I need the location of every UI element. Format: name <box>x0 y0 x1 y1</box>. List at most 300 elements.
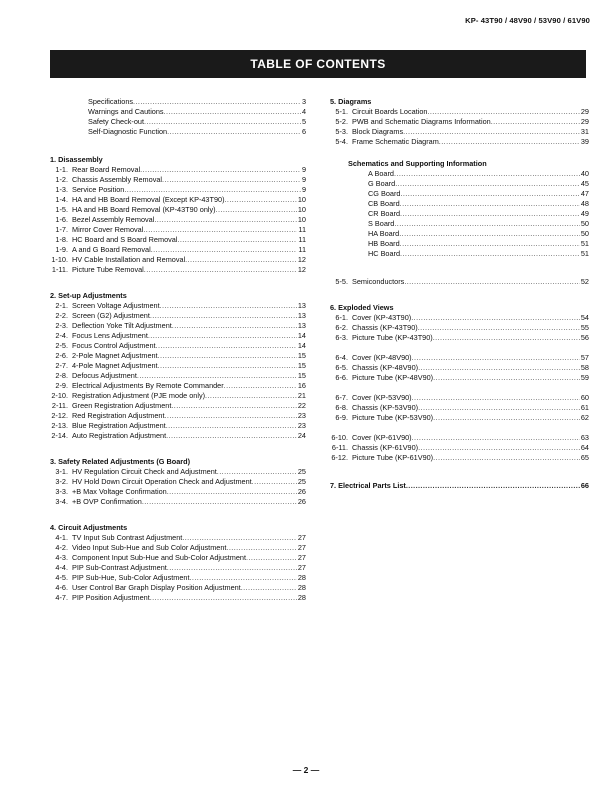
toc-list <box>330 353 589 383</box>
toc-entry-number: 1-7. <box>55 225 68 234</box>
toc-entry-page: 51 <box>580 249 589 258</box>
toc-entry <box>50 477 306 487</box>
dot-leader <box>400 209 580 219</box>
toc-entry <box>330 481 589 491</box>
toc-entry-page: 65 <box>580 453 589 462</box>
toc-entry <box>50 361 306 371</box>
dot-leader <box>182 533 297 543</box>
toc-entry <box>330 413 589 423</box>
toc-entry-label: Electrical Adjustments By Remote Commander <box>72 381 224 390</box>
toc-entry-label: Green Registration Adjustment <box>72 401 172 410</box>
toc-list <box>50 467 306 507</box>
dot-leader <box>133 97 301 107</box>
toc-entry-number: 4-7. <box>55 593 68 602</box>
dot-leader <box>167 487 297 497</box>
toc-entry-label: Cover (KP-43T90) <box>352 313 412 322</box>
toc-entry-page: 11 <box>298 225 306 234</box>
dot-leader <box>160 301 297 311</box>
toc-entry <box>50 235 306 245</box>
toc-entry-number: 2-7. <box>55 361 68 370</box>
toc-entry-page: 66 <box>580 481 589 490</box>
toc-entry <box>88 127 306 137</box>
toc-entry-page: 9 <box>301 185 306 194</box>
dot-leader <box>411 313 580 323</box>
toc-entry-page: 9 <box>301 175 306 184</box>
toc-entry <box>50 185 306 195</box>
dot-leader <box>412 353 580 363</box>
dot-leader <box>143 225 297 235</box>
toc-entry-label: CB Board <box>368 199 400 208</box>
toc-entry-label: Focus Lens Adjustment <box>72 331 148 340</box>
toc-entry <box>50 331 306 341</box>
toc-entry-page: 25 <box>297 467 306 476</box>
dot-leader <box>400 199 580 209</box>
toc-entry-number: 1-8. <box>55 235 68 244</box>
dot-leader <box>171 401 297 411</box>
dot-leader <box>241 583 297 593</box>
toc-left-column <box>50 97 306 603</box>
toc-entry-number: 3-1. <box>55 467 68 476</box>
toc-entry-number: 4-3. <box>55 553 68 562</box>
toc-entry <box>50 311 306 321</box>
toc-entry <box>50 543 306 553</box>
toc-entry <box>330 169 589 179</box>
toc-entry <box>330 373 589 383</box>
toc-entry <box>50 371 306 381</box>
model-header: KP- 43T90 / 48V90 / 53V90 / 61V90 <box>465 16 590 25</box>
toc-entry-page: 22 <box>297 401 306 410</box>
dot-leader <box>399 229 580 239</box>
toc-entry-page: 10 <box>297 195 306 204</box>
toc-entry-page: 13 <box>297 301 306 310</box>
toc-entry <box>50 467 306 477</box>
dot-leader <box>418 323 580 333</box>
toc-entry-page: 50 <box>580 219 589 228</box>
toc-entry-number: 6-1. <box>335 313 348 322</box>
toc-entry <box>330 393 589 403</box>
dot-leader <box>403 127 580 137</box>
toc-entry-number: 6-8. <box>335 403 348 412</box>
dot-leader <box>217 467 297 477</box>
toc-entry <box>330 107 589 117</box>
toc-entry-label: CR Board <box>368 209 401 218</box>
dot-leader <box>137 371 297 381</box>
toc-entry-page: 58 <box>580 363 589 372</box>
toc-entry-number: 1-10. <box>51 255 68 264</box>
toc-entry <box>50 487 306 497</box>
toc-entry-page: 48 <box>580 199 589 208</box>
toc-entry-label: Mirror Cover Removal <box>72 225 144 234</box>
toc-entry-page: 28 <box>297 583 306 592</box>
toc-entry-label: Picture Tube (KP-53V90) <box>352 413 434 422</box>
toc-entry <box>50 205 306 215</box>
toc-entry-number: 6-2. <box>335 323 348 332</box>
toc-entry-page: 13 <box>297 321 306 330</box>
dot-leader <box>140 165 301 175</box>
toc-entry-number: 5-5. <box>335 277 348 286</box>
toc-entry-number: 3-4. <box>55 497 68 506</box>
toc-entry-number: 1-2. <box>55 175 68 184</box>
toc-entry-label: HC Board and S Board Removal <box>72 235 178 244</box>
toc-entry-page: 25 <box>297 477 306 486</box>
toc-section-circuit <box>50 523 306 603</box>
toc-entry-page: 3 <box>301 97 306 106</box>
toc-entry <box>50 351 306 361</box>
dot-leader <box>164 107 301 117</box>
toc-entry <box>50 301 306 311</box>
toc-entry-number: 1-4. <box>55 195 68 204</box>
toc-entry-page: 10 <box>297 205 306 214</box>
toc-entry-label: Warnings and Cautions <box>88 107 164 116</box>
toc-entry-number: 2-11. <box>51 401 68 410</box>
toc-section-setup <box>50 291 306 441</box>
toc-entry <box>50 381 306 391</box>
dot-leader <box>394 169 580 179</box>
toc-entry-label: Blue Registration Adjustment <box>72 421 166 430</box>
toc-entry-number: 5-1. <box>335 107 348 116</box>
toc-entry <box>330 209 589 219</box>
toc-entry-number: 2-8. <box>55 371 68 380</box>
toc-entry-page: 52 <box>580 277 589 286</box>
toc-list <box>330 107 589 147</box>
toc-entry-number: 5-3. <box>335 127 348 136</box>
toc-entry-label: Cover (KP-53V90) <box>352 393 412 402</box>
dot-leader <box>158 361 297 371</box>
toc-section-diagrams <box>330 97 589 147</box>
toc-section-safety <box>50 457 306 507</box>
toc-entry <box>330 277 589 287</box>
toc-entry-number: 2-4. <box>55 331 68 340</box>
toc-entry-number: 6-10. <box>331 433 348 442</box>
toc-entry-label: HC Board <box>368 249 401 258</box>
toc-title-bar <box>50 50 586 78</box>
dot-leader <box>162 175 301 185</box>
dot-leader <box>412 433 580 443</box>
toc-entry <box>50 245 306 255</box>
toc-entry <box>50 573 306 583</box>
toc-entry <box>50 401 306 411</box>
toc-entry-label: Deflection Yoke Tilt Adjustment <box>72 321 172 330</box>
toc-entry-number: 1-6. <box>55 215 68 224</box>
toc-entry <box>50 421 306 431</box>
toc-entry <box>330 443 589 453</box>
toc-entry-label: PWB and Schematic Diagrams Information <box>352 117 491 126</box>
toc-entry <box>50 321 306 331</box>
toc-entry <box>330 249 589 259</box>
dot-leader <box>167 563 297 573</box>
toc-entry <box>330 333 589 343</box>
toc-entry-page: 63 <box>580 433 589 442</box>
dot-leader <box>246 553 297 563</box>
toc-entry-page: 16 <box>297 381 306 390</box>
toc-entry-label: Service Position <box>72 185 125 194</box>
toc-entry-number: 2-12. <box>51 411 68 420</box>
toc-entry-page: 64 <box>580 443 589 452</box>
toc-entry-number: 4-1. <box>55 533 68 542</box>
dot-leader <box>166 421 297 431</box>
toc-entry-page: 28 <box>297 593 306 602</box>
toc-entry-page: 14 <box>297 341 306 350</box>
toc-entry-label: Self-Diagnostic Function <box>88 127 168 136</box>
dot-leader <box>433 333 580 343</box>
toc-entry-number: 1-1. <box>55 165 68 174</box>
dot-leader <box>216 205 297 215</box>
toc-entry-number: 1-11. <box>51 265 68 274</box>
toc-entry-page: 45 <box>580 179 589 188</box>
toc-entry-page: 40 <box>580 169 589 178</box>
toc-entry-number: 6-12. <box>331 453 348 462</box>
toc-entry-label: +B OVP Confirmation <box>72 497 142 506</box>
toc-entry-number: 2-6. <box>55 351 68 360</box>
toc-entry-page: 59 <box>580 373 589 382</box>
toc-entry-label: PIP Position Adjustment <box>72 593 150 602</box>
toc-entry-number: 2-9. <box>55 381 68 390</box>
toc-entry-label: HA and HB Board Removal (Except KP-43T90) <box>72 195 225 204</box>
toc-entry <box>50 533 306 543</box>
toc-entry-number: 2-10. <box>51 391 68 400</box>
toc-entry-number: 4-5. <box>55 573 68 582</box>
section-heading: 3. Safety Related Adjustments (G Board) <box>50 457 191 466</box>
page-number: — 2 — <box>292 765 320 775</box>
toc-entry-label: Picture Tube (KP-43T90) <box>352 333 433 342</box>
toc-list <box>50 301 306 441</box>
toc-list <box>330 169 589 259</box>
toc-entry-page: 61 <box>580 403 589 412</box>
toc-entry-page: 23 <box>297 421 306 430</box>
toc-entry-number: 1-5. <box>55 205 68 214</box>
dot-leader <box>439 137 580 147</box>
toc-entry-label: Auto Registration Adjustment <box>72 431 167 440</box>
toc-entry-label: HV Regulation Circuit Check and Adjustment <box>72 467 217 476</box>
toc-entry <box>330 219 589 229</box>
toc-entry-page: 15 <box>297 371 306 380</box>
toc-entry <box>50 497 306 507</box>
dot-leader <box>177 235 297 245</box>
toc-entry-page: 47 <box>580 189 589 198</box>
dot-leader <box>166 431 297 441</box>
toc-list <box>330 393 589 423</box>
dot-leader <box>148 331 297 341</box>
toc-entry-page: 50 <box>580 229 589 238</box>
dot-leader <box>156 341 297 351</box>
toc-entry-number: 2-1. <box>55 301 68 310</box>
toc-entry-page: 27 <box>297 553 306 562</box>
toc-entry <box>50 215 306 225</box>
toc-entry <box>88 107 306 117</box>
toc-entry-label: Cover (KP-61V90) <box>352 433 412 442</box>
dot-leader <box>154 215 297 225</box>
toc-entry-label: Bezel Assembly Removal <box>72 215 155 224</box>
dot-leader <box>150 311 297 321</box>
dot-leader <box>142 497 297 507</box>
dot-leader <box>400 239 580 249</box>
toc-entry-page: 39 <box>580 137 589 146</box>
toc-entry-page: 11 <box>298 235 306 244</box>
toc-entry-label: Picture Tube (KP-61V90) <box>352 453 434 462</box>
toc-entry-page: 29 <box>580 117 589 126</box>
dot-leader <box>394 219 580 229</box>
dot-leader <box>167 127 301 137</box>
toc-entry-label: HA and HB Board Removal (KP-43T90 only) <box>72 205 216 214</box>
toc-entry-label: Cover (KP-48V90) <box>352 353 412 362</box>
toc-entry-label: CG Board <box>368 189 401 198</box>
toc-entry-page: 21 <box>297 391 306 400</box>
toc-entry-number: 6-6. <box>335 373 348 382</box>
toc-entry-label: 4-Pole Magnet Adjustment <box>72 361 158 370</box>
dot-leader <box>185 255 297 265</box>
toc-entry-page: 4 <box>301 107 306 116</box>
toc-entry-label: Chassis (KP-48V90) <box>352 363 419 372</box>
toc-entry-page: 10 <box>297 215 306 224</box>
toc-entry-label: Registration Adjustment (PJE mode only) <box>72 391 206 400</box>
dot-leader <box>124 185 301 195</box>
toc-section-schematics <box>330 159 589 259</box>
toc-list <box>50 165 306 275</box>
toc-entry-page: 12 <box>297 255 306 264</box>
toc-entry-page: 12 <box>297 265 306 274</box>
toc-entry-page: 54 <box>580 313 589 322</box>
toc-entry-label: Picture Tube (KP-48V90) <box>352 373 434 382</box>
toc-front-matter <box>50 97 306 137</box>
toc-entry-label: Screen (G2) Adjustment <box>72 311 150 320</box>
toc-entry-label: HV Hold Down Circuit Operation Check and Adjustment <box>72 477 252 486</box>
toc-entry <box>330 323 589 333</box>
toc-entry-number: 2-3. <box>55 321 68 330</box>
dot-leader <box>144 117 301 127</box>
toc-entry <box>50 431 306 441</box>
toc-entry-number: 6-4. <box>335 353 348 362</box>
toc-section-exploded <box>330 303 589 463</box>
dot-leader <box>433 453 580 463</box>
toc-entry-number: 5-4. <box>335 137 348 146</box>
toc-entry-page: 13 <box>297 311 306 320</box>
toc-entry-page: 55 <box>580 323 589 332</box>
toc-entry-page: 27 <box>297 563 306 572</box>
toc-entry <box>330 127 589 137</box>
toc-entry-label: G Board <box>368 179 396 188</box>
toc-entry-page: 27 <box>297 533 306 542</box>
toc-entry-label: Component Input Sub-Hue and Sub-Color Adjustment <box>72 553 247 562</box>
toc-entry <box>330 433 589 443</box>
toc-list <box>50 533 306 603</box>
toc-entry-label: A and G Board Removal <box>72 245 151 254</box>
toc-entry <box>330 403 589 413</box>
toc-entry-number: 2-2. <box>55 311 68 320</box>
toc-entry <box>50 583 306 593</box>
dot-leader <box>205 391 297 401</box>
toc-entry <box>330 179 589 189</box>
toc-entry-page: 56 <box>580 333 589 342</box>
toc-entry-label: Block Diagrams <box>352 127 404 136</box>
toc-entry-number: 6-7. <box>335 393 348 402</box>
dot-leader <box>224 381 297 391</box>
toc-entry-label: Safety Check-out <box>88 117 144 126</box>
toc-entry-page: 27 <box>297 543 306 552</box>
dot-leader <box>418 363 580 373</box>
toc-entry-page: 5 <box>301 117 306 126</box>
page-title: TABLE OF CONTENTS <box>250 57 386 71</box>
toc-entry-label: PIP Sub-Hue, Sub-Color Adjustment <box>72 573 190 582</box>
toc-entry-label: Semiconductors <box>352 277 405 286</box>
toc-entry-number: 2-5. <box>55 341 68 350</box>
toc-entry-page: 62 <box>580 413 589 422</box>
toc-entry <box>330 313 589 323</box>
dot-leader <box>226 543 296 553</box>
toc-entry-page: 28 <box>297 573 306 582</box>
dot-leader <box>406 481 580 491</box>
toc-entry-page: 31 <box>580 127 589 136</box>
toc-entry-page: 15 <box>297 351 306 360</box>
toc-list <box>330 433 589 463</box>
toc-entry-label: Screen Voltage Adjustment <box>72 301 160 310</box>
toc-entry-number: 3-3. <box>55 487 68 496</box>
toc-entry <box>50 225 306 235</box>
toc-entry-page: 49 <box>580 209 589 218</box>
section-heading: 2. Set-up Adjustments <box>50 291 127 300</box>
toc-entry-page: 14 <box>297 331 306 340</box>
toc-entry-label: Circuit Boards Location <box>352 107 428 116</box>
toc-entry-label: HB Board <box>368 239 400 248</box>
toc-entry-label: A Board <box>368 169 394 178</box>
toc-list <box>88 97 306 137</box>
dot-leader <box>144 265 297 275</box>
dot-leader <box>151 245 298 255</box>
toc-entry <box>50 563 306 573</box>
toc-entry <box>330 453 589 463</box>
toc-entry-label: Specifications <box>88 97 134 106</box>
toc-entry <box>50 391 306 401</box>
toc-entry-number: 4-6. <box>55 583 68 592</box>
toc-entry-number: 2-14. <box>51 431 68 440</box>
toc-entry <box>50 411 306 421</box>
dot-leader <box>190 573 297 583</box>
toc-entry-label: Chassis (KP-53V90) <box>352 403 419 412</box>
toc-list <box>330 313 589 343</box>
toc-entry-number: 1-3. <box>55 185 68 194</box>
toc-list <box>330 277 589 287</box>
section-heading: 1. Disassembly <box>50 155 103 164</box>
toc-entry-page: 60 <box>580 393 589 402</box>
toc-entry <box>50 255 306 265</box>
toc-entry-label: Video Input Sub-Hue and Sub Color Adjustment <box>72 543 227 552</box>
toc-entry-label: Red Registration Adjustment <box>72 411 165 420</box>
toc-entry-label: 2-Pole Magnet Adjustment <box>72 351 158 360</box>
toc-entry-page: 11 <box>298 245 306 254</box>
toc-entry <box>50 175 306 185</box>
toc-entry <box>330 353 589 363</box>
dot-leader <box>418 403 580 413</box>
toc-entry-page: 57 <box>580 353 589 362</box>
toc-entry-number: 4-4. <box>55 563 68 572</box>
toc-entry <box>50 195 306 205</box>
toc-entry-label: +B Max Voltage Confirmation <box>72 487 167 496</box>
toc-entry-page: 9 <box>301 165 306 174</box>
toc-entry-label: S Board <box>368 219 395 228</box>
toc-entry-label: PIP Sub-Contrast Adjustment <box>72 563 167 572</box>
toc-entry-label: HA Board <box>368 229 400 238</box>
toc-entry-number: 2-13. <box>51 421 68 430</box>
dot-leader <box>150 593 297 603</box>
toc-entry <box>330 239 589 249</box>
toc-entry <box>88 97 306 107</box>
dot-leader <box>252 477 297 487</box>
section-heading: 6. Exploded Views <box>330 303 394 312</box>
dot-leader <box>158 351 297 361</box>
subsection-heading: Schematics and Supporting Information <box>348 159 487 168</box>
toc-entry-label: Chassis (KP-61V90) <box>352 443 419 452</box>
toc-entry <box>330 137 589 147</box>
dot-leader <box>433 373 580 383</box>
